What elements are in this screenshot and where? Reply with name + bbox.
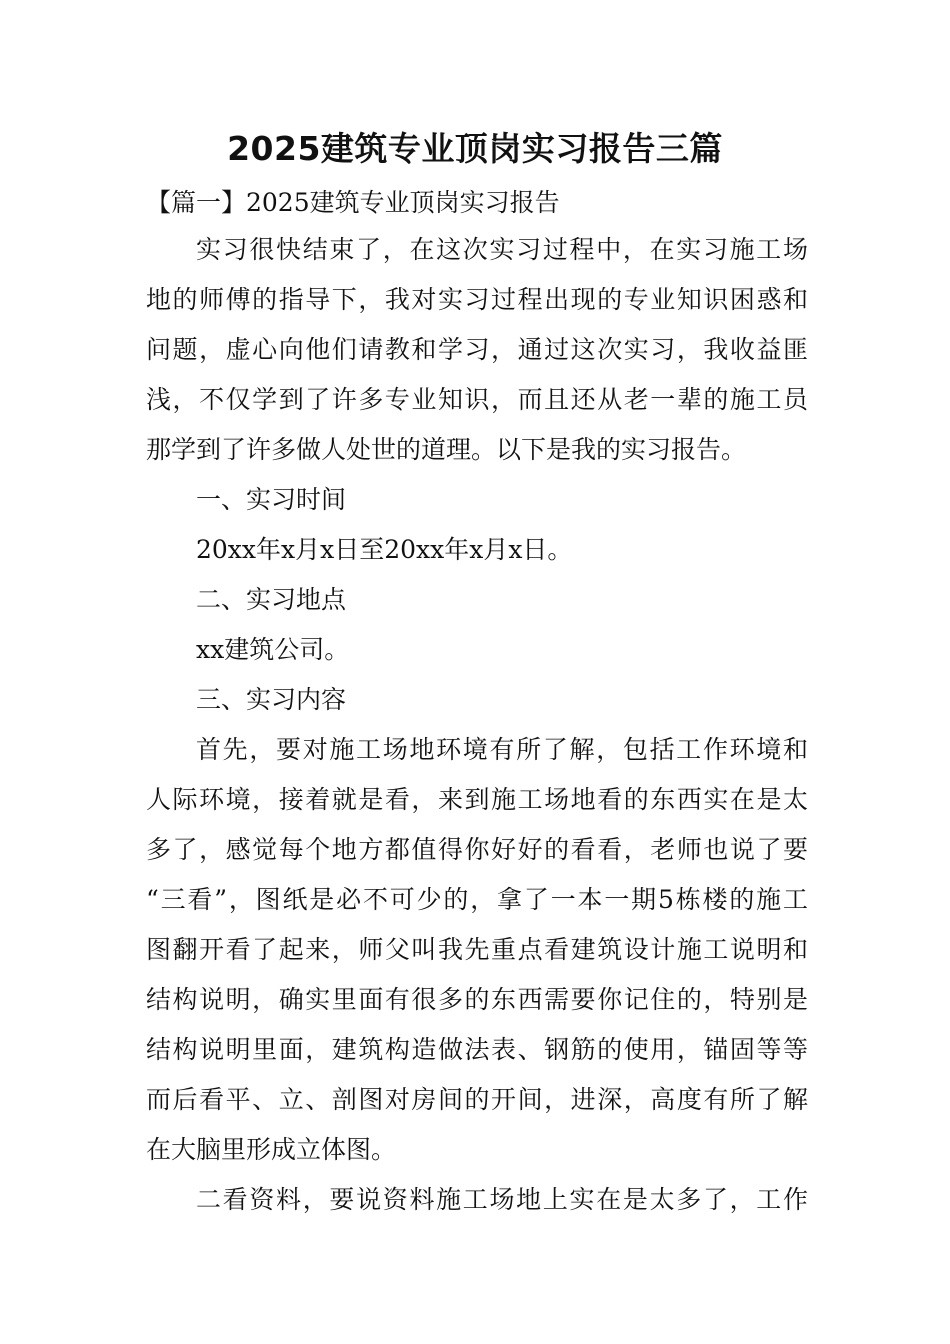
document-title: 2025建筑专业顶岗实习报告三篇 — [227, 129, 723, 168]
paragraph-2-line-4: “三看”，图纸是必不可少的，拿了一本一期5栋楼的施工 — [146, 885, 808, 914]
section-2-text: xx建筑公司。 — [196, 635, 350, 664]
paragraph-1-line-5: 那学到了许多做人处世的道理。以下是我的实习报告。 — [146, 435, 747, 464]
paragraph-3-line-1: 二看资料，要说资料施工场地上实在是太多了，工作 — [196, 1185, 808, 1214]
paragraph-2-line-5: 图翻开看了起来，师父叫我先重点看建筑设计施工说明和 — [146, 935, 808, 964]
paragraph-1-line-4: 浅，不仅学到了许多专业知识，而且还从老一辈的施工员 — [146, 385, 808, 414]
section-3-heading: 三、实习内容 — [196, 685, 347, 714]
paragraph-1-line-1: 实习很快结束了，在这次实习过程中，在实习施工场 — [196, 235, 808, 264]
paragraph-2-line-2: 人际环境，接着就是看，来到施工场地看的东西实在是太 — [146, 785, 808, 814]
section-2-heading: 二、实习地点 — [196, 585, 347, 614]
part-heading: 【篇一】2025建筑专业顶岗实习报告 — [146, 188, 560, 217]
paragraph-1-line-2: 地的师傅的指导下，我对实习过程出现的专业知识困惑和 — [146, 285, 808, 314]
section-1-heading: 一、实习时间 — [196, 485, 347, 514]
paragraph-2-line-8: 而后看平、立、剖图对房间的开间，进深，高度有所了解 — [146, 1085, 808, 1114]
paragraph-2-line-6: 结构说明，确实里面有很多的东西需要你记住的，特别是 — [146, 985, 808, 1014]
paragraph-2-line-9: 在大脑里形成立体图。 — [146, 1135, 397, 1164]
paragraph-1-line-3: 问题，虚心向他们请教和学习，通过这次实习，我收益匪 — [146, 335, 808, 364]
paragraph-2-line-3: 多了，感觉每个地方都值得你好好的看看，老师也说了要 — [146, 835, 808, 864]
section-1-text: 20xx年x月x日至20xx年x月x日。 — [196, 535, 573, 564]
paragraph-2-line-1: 首先，要对施工场地环境有所了解，包括工作环境和 — [196, 735, 808, 764]
paragraph-2-line-7: 结构说明里面，建筑构造做法表、钢筋的使用，锚固等等 — [146, 1035, 808, 1064]
